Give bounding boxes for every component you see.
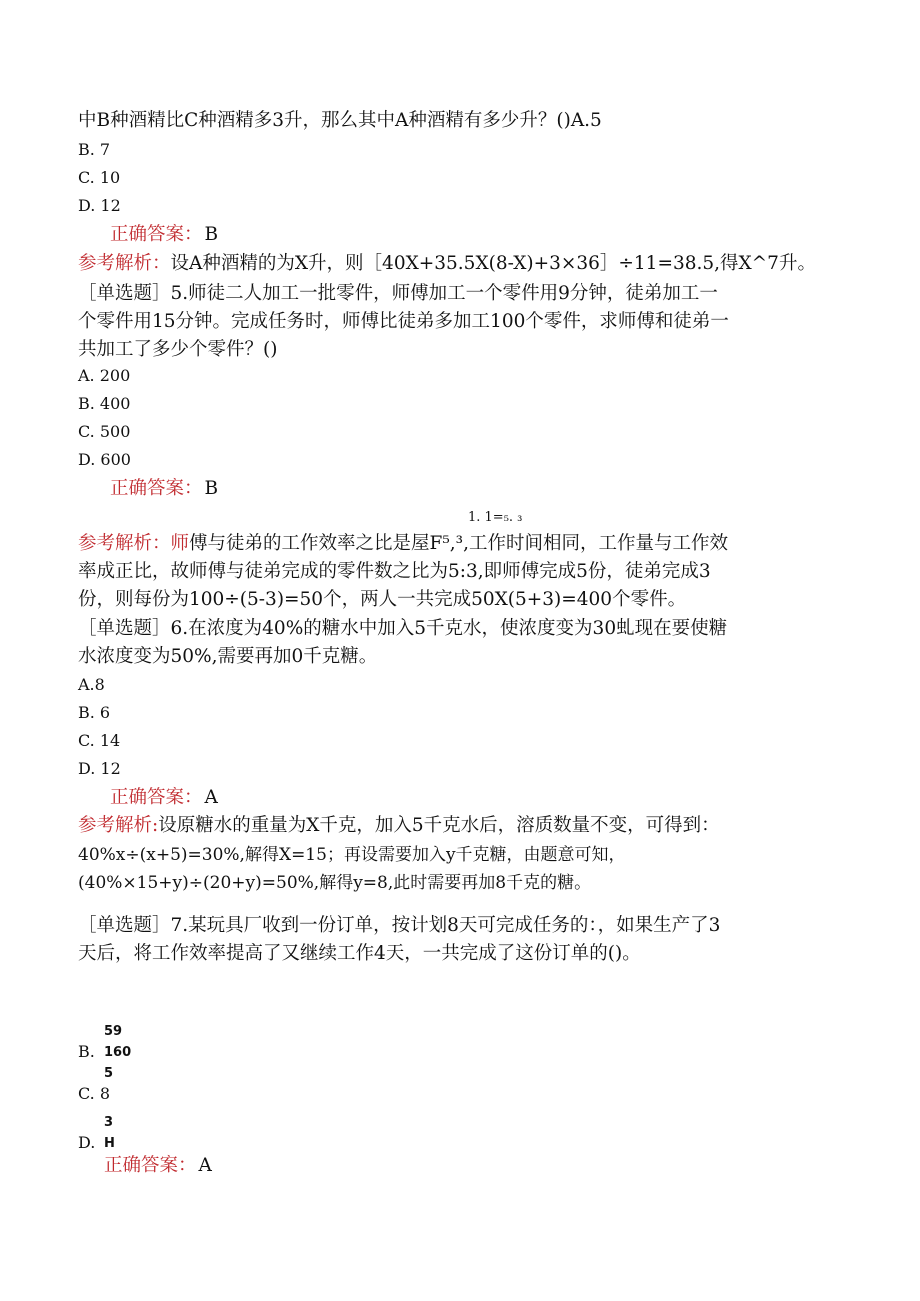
q5-stem-line-2: 个零件用15分钟。完成任务时，师傅比徒弟多加工100个零件，求师傅和徒弟一 <box>78 311 729 332</box>
q7-frac-b-denominator: 160 <box>104 1045 132 1060</box>
q5-answer-label: 正确答案： <box>110 478 203 499</box>
q5-option-b: B. 400 <box>78 394 131 413</box>
q7-frac-b-numerator: 59 <box>104 1024 123 1039</box>
q6-option-b: B. 6 <box>78 703 111 722</box>
q7-option-d-label: D. <box>78 1133 96 1152</box>
q6-option-a: A.8 <box>78 675 105 694</box>
q7-frac-d-denominator: H <box>104 1136 115 1151</box>
q7-frac-c-numerator: 5 <box>104 1066 114 1081</box>
q6-option-c: C. 14 <box>78 731 121 750</box>
q7-stem-line-2: 天后，将工作效率提高了又继续工作4天，一共完成了这份订单的()。 <box>78 943 641 964</box>
q4-analysis-text: 设A种酒精的为X升，则［40X+35.5X(8-X)+3×36］÷11=38.5,得X^7升。 <box>170 253 816 274</box>
q6-answer-label: 正确答案： <box>110 787 203 808</box>
q4-option-b: B. 7 <box>78 140 111 159</box>
q6-analysis-label: 参考解析: <box>78 815 159 836</box>
q6-analysis-line-1 <box>78 813 720 839</box>
q6-analysis-text-1: 设原糖水的重量为X千克，加入5千克水后，溶质数量不变，可得到： <box>158 815 720 836</box>
q4-answer-value: B <box>204 224 219 245</box>
q4-analysis <box>78 251 816 277</box>
q6-option-d: D. 12 <box>78 759 121 778</box>
q4-answer-label: 正确答案： <box>110 224 203 245</box>
q6-stem-line-1: ［单选题］6.在浓度为40%的糖水中加入5千克水，使浓度变为30虬现在要使糖 <box>78 618 728 639</box>
q6-answer <box>110 785 218 811</box>
q4-stem-tail: 中B种酒精比C种酒精多3升，那么其中A种酒精有多少升？()A.5 <box>78 110 602 131</box>
q5-analysis-line-2: 率成正比，故师傅与徒弟完成的零件数之比为5:3,即师傅完成5份，徒弟完成3 <box>78 561 711 582</box>
q6-stem-line-2: 水浓度变为50%,需要再加0千克糖。 <box>78 646 378 667</box>
q7-option-c: C. 8 <box>78 1084 111 1103</box>
q4-option-c: C. 10 <box>78 168 121 187</box>
q5-answer <box>110 476 218 502</box>
q5-formula: 1. 1=₅. ₃ <box>468 510 523 525</box>
q7-stem-line-1: ［单选题］7.某玩具厂收到一份订单，按计划8天可完成任务的：，如果生产了3 <box>78 915 721 936</box>
q5-option-d: D. 600 <box>78 450 131 469</box>
q6-analysis-line-3: (40%×15+y)÷(20+y)=50%,解得y=8,此时需要再加8千克的糖。 <box>78 873 592 893</box>
q4-analysis-label: 参考解析： <box>78 253 171 274</box>
q5-analysis-text-1: 傅与徒弟的工作效率之比是屋F⁵,³,工作时间相同，工作量与工作效 <box>189 533 728 554</box>
q5-stem-line-3: 共加工了多少个零件？() <box>78 339 278 360</box>
q7-frac-d-numerator: 3 <box>104 1115 114 1130</box>
q5-answer-value: B <box>204 478 219 499</box>
q5-stem-line-1: ［单选题］5.师徒二人加工一批零件，师傅加工一个零件用9分钟，徒弟加工一 <box>78 283 718 304</box>
q5-analysis-line-3: 份，则每份为100÷(5-3)=50个，两人一共完成50X(5+3)=400个零件。 <box>78 589 687 610</box>
q5-analysis-first-char: 师 <box>170 533 190 554</box>
q7-answer <box>104 1153 212 1179</box>
q5-analysis-label: 参考解析： <box>78 533 171 554</box>
q6-analysis-line-2: 40%x÷(x+5)=30%,解得X=15；再设需要加入y千克糖，由题意可知， <box>78 845 626 865</box>
q7-option-b-label: B. <box>78 1042 95 1061</box>
q4-answer <box>110 222 218 248</box>
q7-answer-value: A <box>198 1155 212 1176</box>
q7-answer-label: 正确答案： <box>104 1155 197 1176</box>
q5-option-a: A. 200 <box>78 366 131 385</box>
q4-option-d: D. 12 <box>78 196 121 215</box>
q5-analysis-line-1 <box>78 531 728 557</box>
q6-answer-value: A <box>204 787 218 808</box>
q5-option-c: C. 500 <box>78 422 131 441</box>
